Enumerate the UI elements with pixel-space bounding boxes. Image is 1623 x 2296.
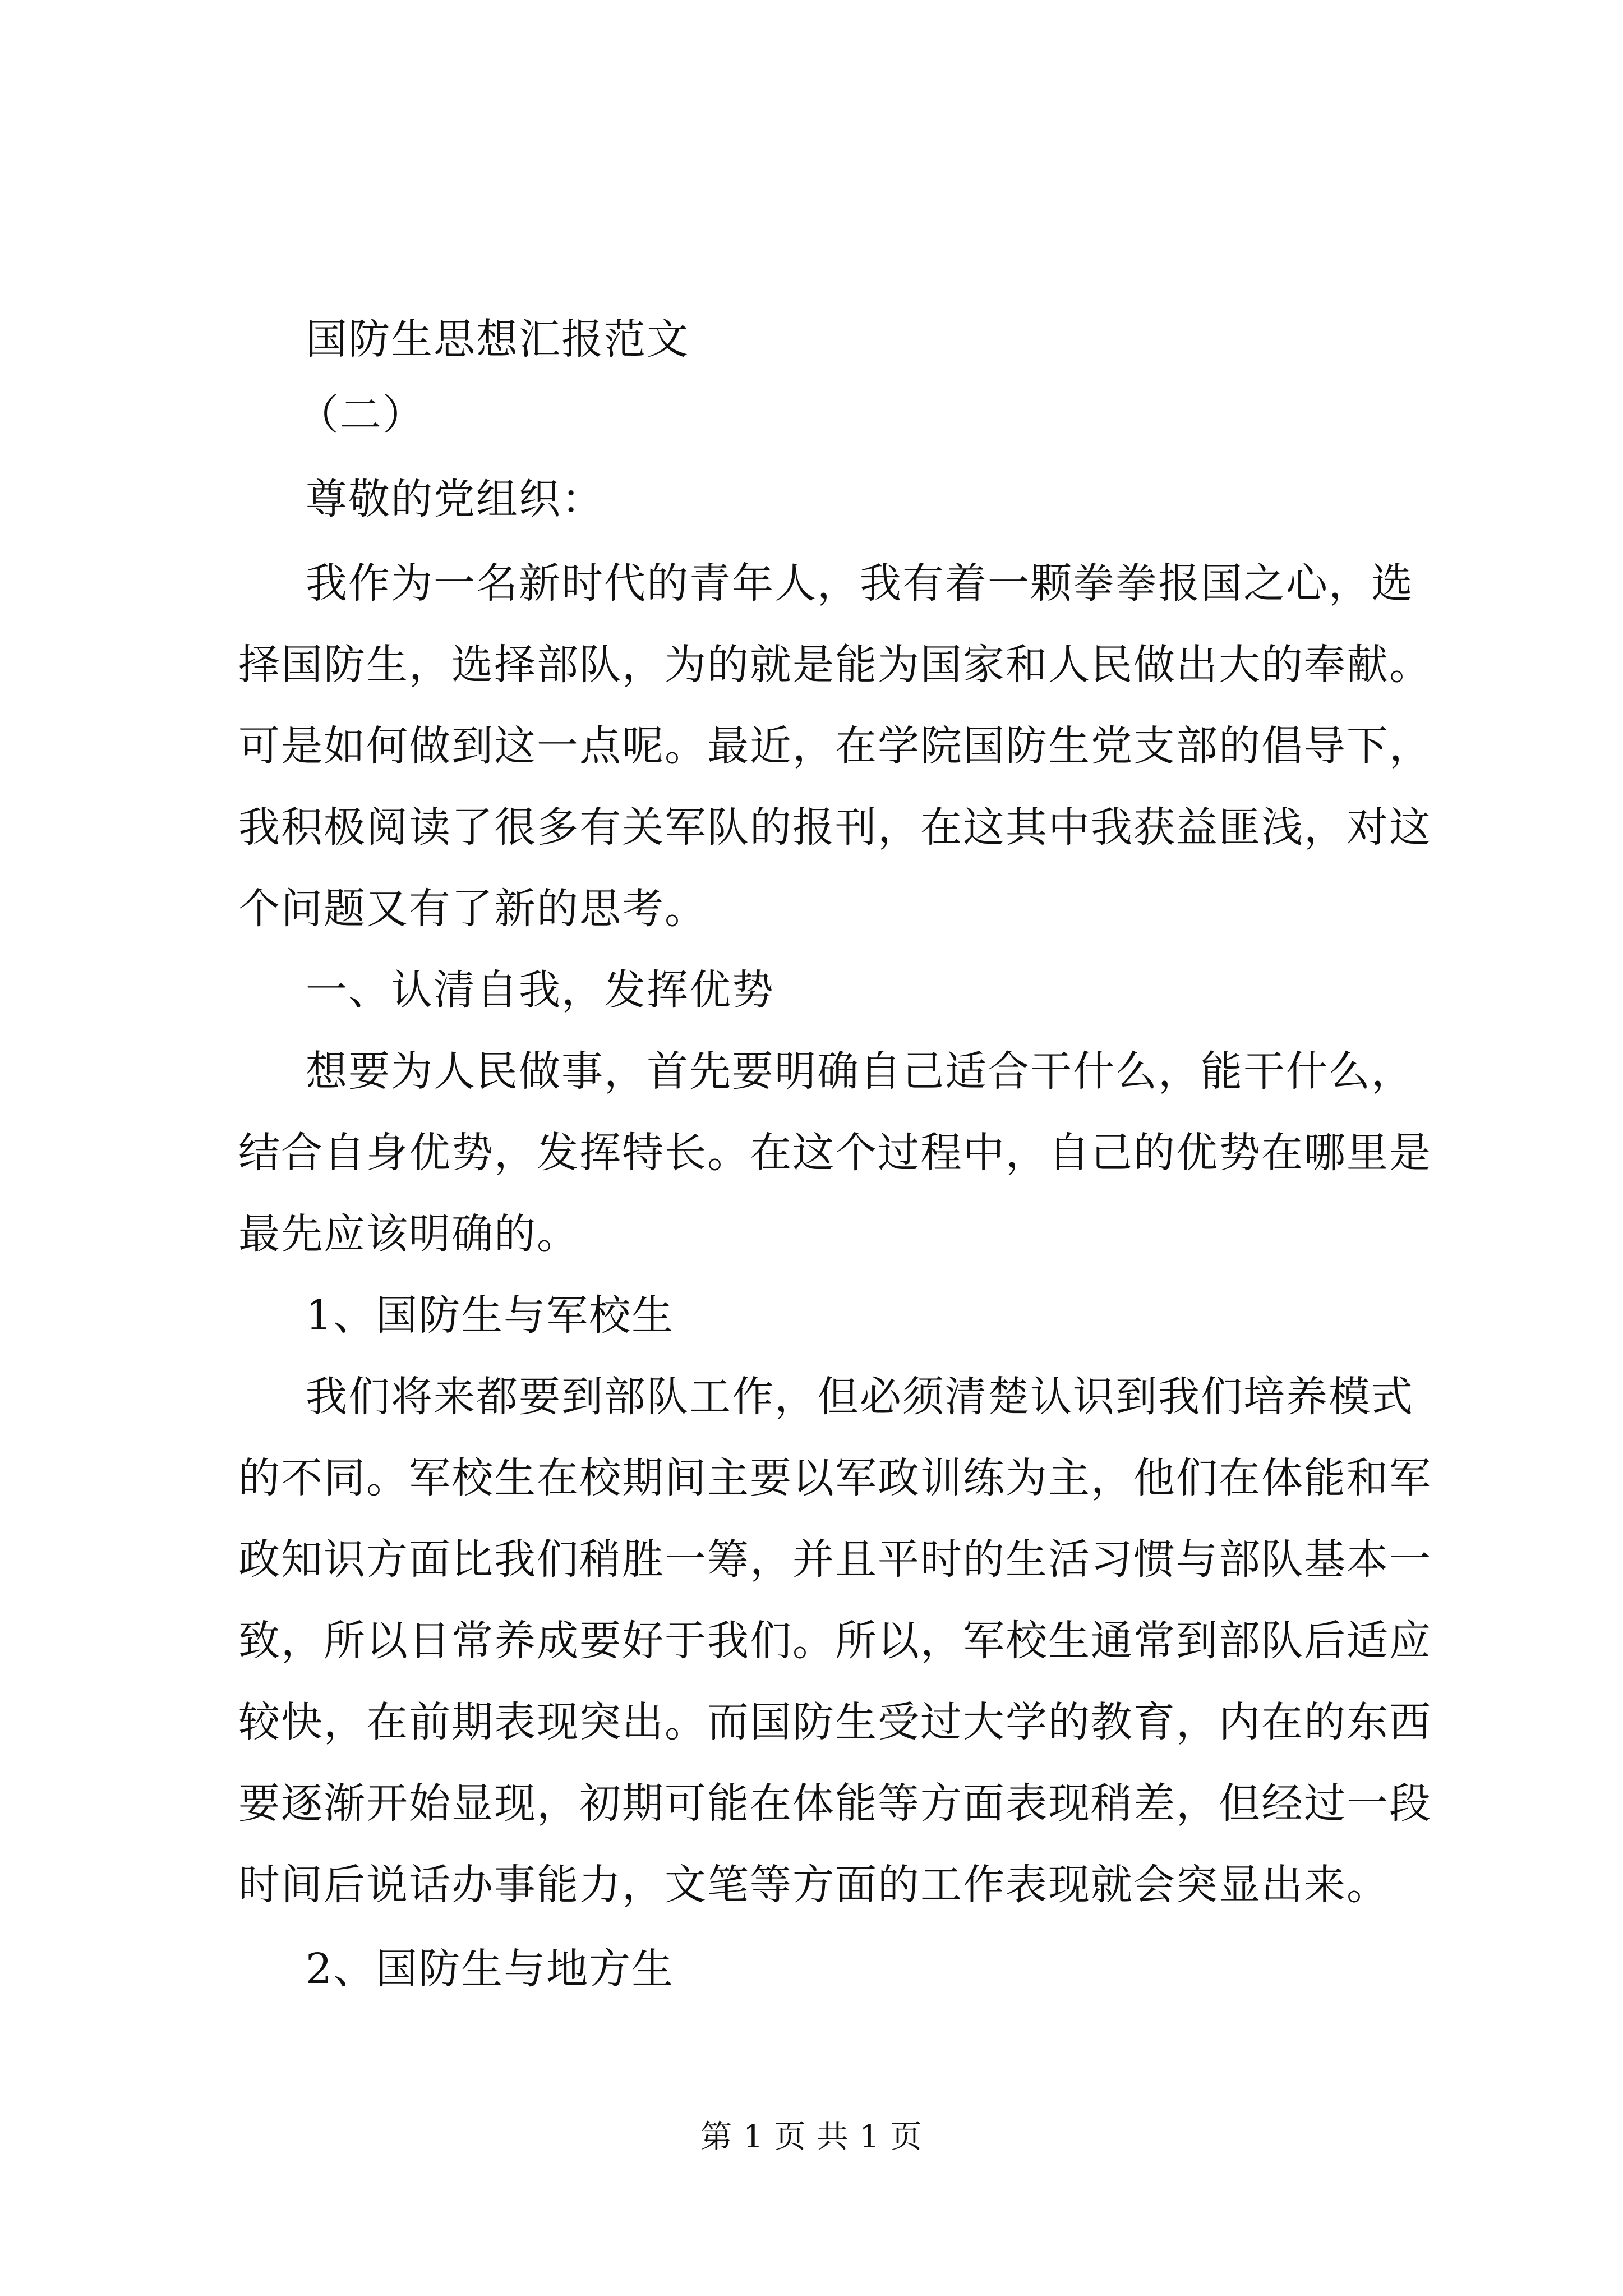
subheading-2: 2、国防生与地方生 [306,1945,675,1993]
document-subtitle: （二） [297,391,425,439]
paragraph-line: 个问题又有了新的思考。 [238,885,707,933]
paragraph-line: 想要为人民做事，首先要明确自己适合干什么，能干什么， [306,1047,1414,1096]
paragraph-line: 结合自身优势，发挥特长。在这个过程中，自己的优势在哪里是 [238,1129,1432,1177]
paragraph-line: 较快，在前期表现突出。而国防生受过大学的教育，内在的东西 [238,1698,1432,1746]
paragraph-line: 政知识方面比我们稍胜一筹，并且平时的生活习惯与部队基本一 [238,1535,1432,1584]
paragraph-line: 可是如何做到这一点呢。最近，在学院国防生党支部的倡导下， [238,722,1432,770]
paragraph-line: 我作为一名新时代的青年人，我有着一颗拳拳报国之心，选 [306,559,1414,608]
paragraph-line: 时间后说话办事能力，文笔等方面的工作表现就会突显出来。 [238,1861,1389,1909]
subheading-1: 1、国防生与军校生 [306,1291,675,1340]
page-footer: 第 1 页 共 1 页 [700,2119,923,2155]
section-heading-1: 一、认清自我，发挥优势 [306,966,774,1014]
paragraph-line: 要逐渐开始显现，初期可能在体能等方面表现稍差，但经过一段 [238,1779,1432,1828]
paragraph-line: 致，所以日常养成要好于我们。所以，军校生通常到部队后适应 [238,1617,1432,1665]
paragraph-line: 我积极阅读了很多有关军队的报刊，在这其中我获益匪浅，对这 [238,803,1432,852]
document-title: 国防生思想汇报范文 [306,315,689,364]
paragraph-line: 我们将来都要到部队工作，但必须清楚认识到我们培养模式 [306,1373,1414,1421]
paragraph-line: 的不同。军校生在校期间主要以军政训练为主，他们在体能和军 [238,1454,1432,1502]
paragraph-line: 择国防生，选择部队，为的就是能为国家和人民做出大的奉献。 [238,641,1432,689]
salutation: 尊敬的党组织： [306,475,604,523]
paragraph-line: 最先应该明确的。 [238,1210,579,1258]
